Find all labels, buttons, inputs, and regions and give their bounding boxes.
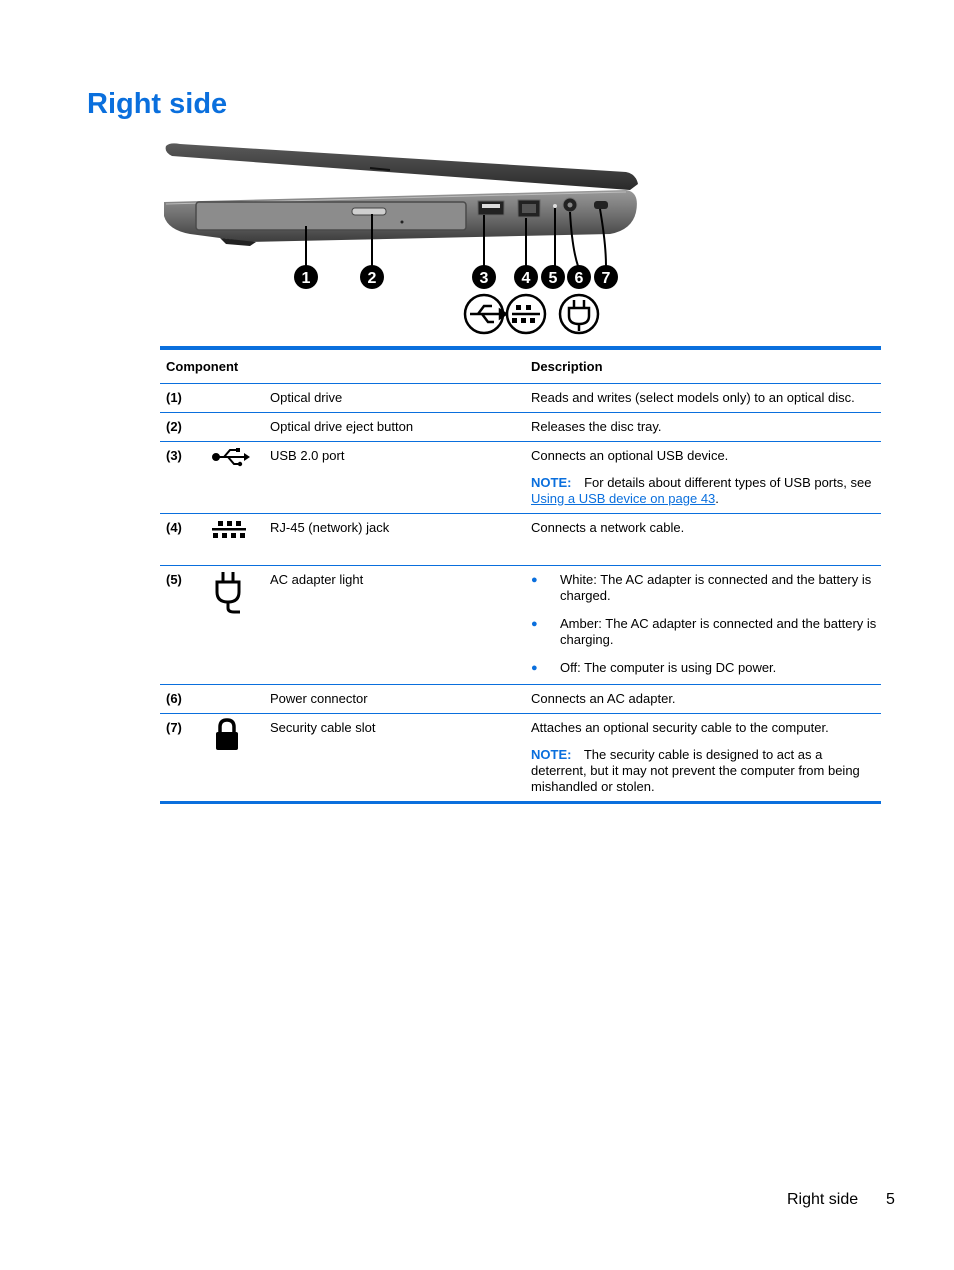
- bullet-icon: ●: [531, 574, 538, 586]
- eject-button: [352, 208, 386, 215]
- row-number: (4): [166, 520, 182, 535]
- svg-text:5: 5: [548, 270, 558, 287]
- note-label: NOTE:: [531, 747, 572, 762]
- row-description-cell: [525, 566, 881, 685]
- table-row: [160, 442, 881, 514]
- note-text: The security cable is designed to act as a deterrent, but it may not prevent the computer from being mishandled or stolen.: [531, 747, 860, 794]
- row-icon-cell: [206, 442, 264, 514]
- table-row: [160, 566, 881, 685]
- components-table: [160, 346, 881, 804]
- note: [531, 475, 877, 507]
- optical-drive: [196, 202, 466, 230]
- note-end: .: [715, 491, 719, 506]
- row-description: Connects a network cable.: [531, 520, 685, 535]
- row-icon-cell: [206, 714, 264, 803]
- power-plug-icon: [560, 295, 598, 333]
- row-component: Security cable slot: [270, 720, 376, 735]
- table-row: [160, 384, 881, 413]
- note-label: NOTE:: [531, 475, 572, 490]
- table-row: [160, 413, 881, 442]
- row-number: (3): [166, 448, 182, 463]
- list-item: [531, 660, 877, 676]
- footer-section-title: Right side: [787, 1191, 859, 1208]
- components-table-wrapper: [160, 346, 881, 804]
- row-description-cell: [525, 442, 881, 514]
- row-icon-cell: [206, 685, 264, 714]
- note: [531, 747, 877, 795]
- list-item: [531, 572, 877, 604]
- ac-adapter-light: [553, 204, 557, 208]
- row-description: Connects an AC adapter.: [531, 691, 676, 706]
- note-text: For details about different types of USB ports, see: [584, 475, 872, 490]
- row-number: (7): [166, 720, 182, 735]
- bullet-icon: ●: [531, 662, 538, 674]
- row-component: USB 2.0 port: [270, 448, 345, 463]
- laptop-lid: [166, 143, 638, 190]
- row-description: Attaches an optional security cable to the computer.: [531, 720, 829, 735]
- page-title: Right side: [87, 88, 228, 120]
- bullet-text: Amber: The AC adapter is connected and the battery is charging.: [560, 616, 877, 647]
- row-number: (2): [166, 419, 182, 434]
- laptop-right-side-figure: [160, 138, 650, 338]
- row-component: RJ-45 (network) jack: [270, 520, 390, 535]
- row-description: Releases the disc tray.: [531, 419, 662, 434]
- svg-text:2: 2: [367, 270, 377, 287]
- status-bullet-list: [531, 572, 877, 676]
- page-number: 5: [886, 1191, 895, 1208]
- row-number: (1): [166, 390, 182, 405]
- row-description-cell: [525, 714, 881, 803]
- row-icon-cell: [206, 566, 264, 685]
- list-item: [531, 616, 877, 648]
- row-component: Optical drive: [270, 390, 343, 405]
- bullet-text: White: The AC adapter is connected and the battery is charged.: [560, 572, 872, 603]
- power-plug-icon: [212, 570, 248, 614]
- table-header-row: [160, 348, 881, 384]
- table-row: [160, 714, 881, 803]
- table-row: [160, 514, 881, 566]
- svg-text:6: 6: [574, 270, 584, 287]
- bullet-icon: ●: [531, 618, 538, 630]
- row-number: (5): [166, 572, 182, 587]
- bullet-text: Off: The computer is using DC power.: [560, 660, 777, 675]
- row-component: Power connector: [270, 691, 368, 706]
- network-icon: [212, 518, 248, 540]
- svg-text:4: 4: [521, 270, 531, 287]
- row-icon-cell: [206, 384, 264, 413]
- svg-text:1: 1: [301, 270, 311, 287]
- security-slot: [594, 201, 608, 209]
- row-icon-cell: [206, 413, 264, 442]
- svg-text:7: 7: [601, 270, 611, 287]
- lock-icon: [212, 718, 242, 752]
- svg-text:3: 3: [479, 270, 489, 287]
- row-component: AC adapter light: [270, 572, 364, 587]
- usb-device-link[interactable]: Using a USB device on page 43: [531, 491, 716, 506]
- usb-icon: [212, 446, 252, 468]
- header-description: Description: [531, 359, 603, 374]
- row-number: (6): [166, 691, 182, 706]
- network-icon: [507, 295, 545, 333]
- header-component: Component: [166, 359, 239, 374]
- row-description: Reads and writes (select models only) to an optical disc.: [531, 390, 855, 405]
- usb-icon: [465, 295, 506, 333]
- table-row: [160, 685, 881, 714]
- row-component: Optical drive eject button: [270, 419, 414, 434]
- row-icon-cell: [206, 514, 264, 566]
- row-description: Connects an optional USB device.: [531, 448, 729, 463]
